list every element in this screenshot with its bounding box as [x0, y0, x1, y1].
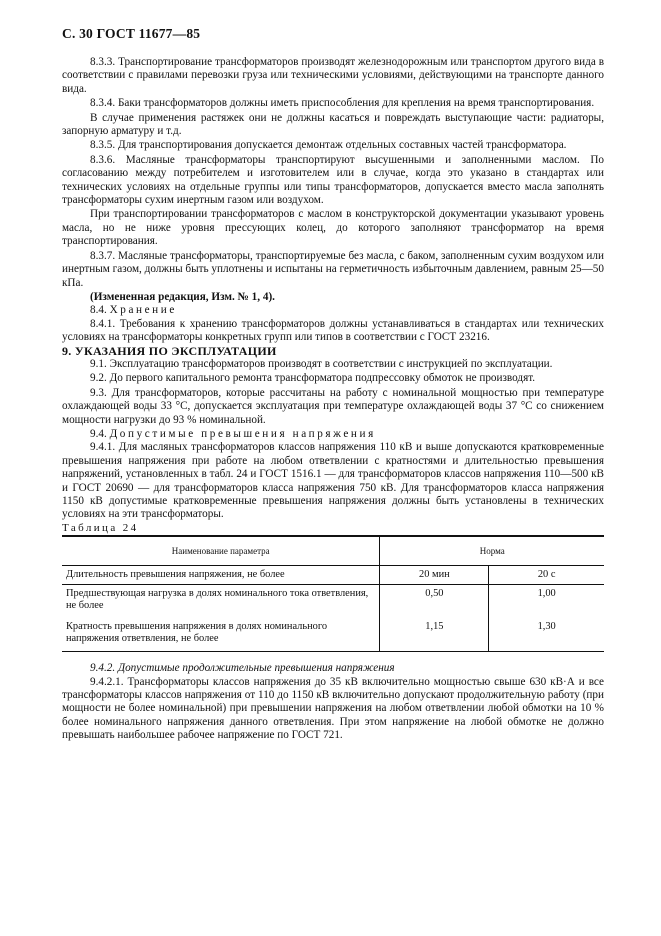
table-row: [62, 566, 604, 585]
subsection-number: 8.4.: [90, 304, 107, 317]
revision-note: (Измененная редакция, Изм. № 1, 4).: [90, 290, 275, 303]
subsection-9-4: [62, 428, 604, 441]
subsection-number: 9.4.: [90, 427, 107, 440]
row-value-1: 1,15: [380, 618, 489, 652]
section-title: 9. УКАЗАНИЯ ПО ЭКСПЛУАТАЦИИ: [62, 343, 277, 358]
paragraph-9-4-2: 9.4.2. Допустимые продолжительные превышения напряжения: [90, 662, 395, 675]
paragraph-9-1: 9.1. Эксплуатацию трансформаторов производят в соответствии с инструкцией по эксплуатации.: [90, 357, 553, 370]
paragraph-oil-level: При транспортировании трансформаторов с маслом в конструкторской документации указывают уровень масла, но не ниже уровня прессующих колец, до которого заполняют трансформатор на время транспортирования.: [62, 208, 604, 248]
subsection-title: Хранение: [109, 304, 177, 317]
document-body: [62, 56, 604, 743]
paragraph-9-4-1: 9.4.1. Для масляных трансформаторов классов напряжения 110 кВ и выше допускаются кратковременные превышения напряжения при работе на любом ответвлении с кратностями и длительностью превышения напряжений, установленных в табл. 24 и ГОСТ 1516.1 — для трансформаторов классов напряжения 110—500 кВ и ГОСТ 20690 — для трансформаторов класса напряжения 750 кВ. Для трансформаторов класса напряжения 1150 кВ допустимые кратковременные превышения напряжения должны быть установлены в технических условиях на эти трансформаторы.: [62, 441, 604, 521]
page-header: С. 30 ГОСТ 11677—85: [62, 26, 201, 41]
row-value-1: 0,50: [380, 585, 489, 619]
paragraph-8-4-1: 8.4.1. Требования к хранению трансформаторов должны устанавливаться в стандартах или технических условиях на трансформаторы конкретных групп или типов в соответствии с ГОСТ 23216.: [62, 317, 604, 344]
paragraph-9-3: 9.3. Для трансформаторов, которые рассчитаны на работу с номинальной мощностью при температуре охлаждающей воды 33 °С, допускается эксплуатация при температуре охлаждающей воды 37 °С со снижением мощности нагрузки до 93 % номинальной.: [62, 386, 604, 426]
paragraph-8-3-3: 8.3.3. Транспортирование трансформаторов производят железнодорожным или транспортом другого вида в соответствии с правилами перевозки груза или техническими условиями, действующими на транспорте данного вида.: [62, 56, 604, 95]
row-param: Длительность превышения напряжения, не более: [62, 566, 380, 585]
table-24: [62, 535, 604, 652]
header-parameter: Наименование параметра: [62, 536, 380, 566]
paragraph-9-4-2-1: 9.4.2.1. Трансформаторы классов напряжения до 35 кВ включительно мощностью свыше 630 кВ·А и все трансформаторы классов напряжения от 110 до 1150 кВ включительно допускают продолжительную работу (при мощности не более номинальной) при превышении напряжения на любом ответвлении любой обмотки на 10 % более номинального напряжения данного ответвления. При этом напряжение на любой обмотке не должно превышать наибольшее рабочее напряжение по ГОСТ 721.: [62, 675, 604, 742]
row-value-2: 1,30: [489, 618, 604, 652]
table-caption: Таблица 24: [62, 521, 139, 534]
paragraph-8-3-5: 8.3.5. Для транспортирования допускается демонтаж отдельных составных частей трансформатора.: [90, 139, 567, 152]
table-row: [62, 618, 604, 652]
subsection-8-4: [62, 304, 604, 317]
header-norm: Норма: [380, 536, 604, 566]
table-row: [62, 585, 604, 619]
row-param: Кратность превышения напряжения в долях номинального напряжения ответвления, не более: [62, 618, 380, 652]
paragraph-8-3-7: 8.3.7. Масляные трансформаторы, транспортируемые без масла, с баком, заполненным сухим воздухом или инертным газом, должны быть уплотнены и испытаны на герметичность избыточным давлением, равным 25—50 кПа.: [62, 249, 604, 289]
row-value-2: 1,00: [489, 585, 604, 619]
paragraph-8-3-6: 8.3.6. Масляные трансформаторы транспортируют высушенными и заполненными маслом. По согласованию между потребителем и изготовителем или в случае, когда это указано в стандартах или технических условиях на отдельные группы или типы трансформаторов, допускается вместо масла заполнять трансформаторы сухим инертным газом или воздухом.: [62, 153, 604, 207]
row-value-1: 20 мин: [380, 566, 489, 585]
paragraph-8-3-4: 8.3.4. Баки трансформаторов должны иметь приспособления для крепления на время транспортирования.: [90, 97, 595, 110]
row-value-2: 20 с: [489, 566, 604, 585]
paragraph-tie-downs: В случае применения растяжек они не должны касаться и повреждать выступающие части: радиаторы, запорную арматуру и т.д.: [62, 111, 604, 138]
row-param: Предшествующая нагрузка в долях номинального тока ответвления, не более: [66, 588, 369, 612]
subsection-title: Допустимые превышения напряжения: [109, 427, 376, 440]
paragraph-9-2: 9.2. До первого капитального ремонта трансформатора подпрессовку обмоток не производят.: [90, 372, 536, 385]
